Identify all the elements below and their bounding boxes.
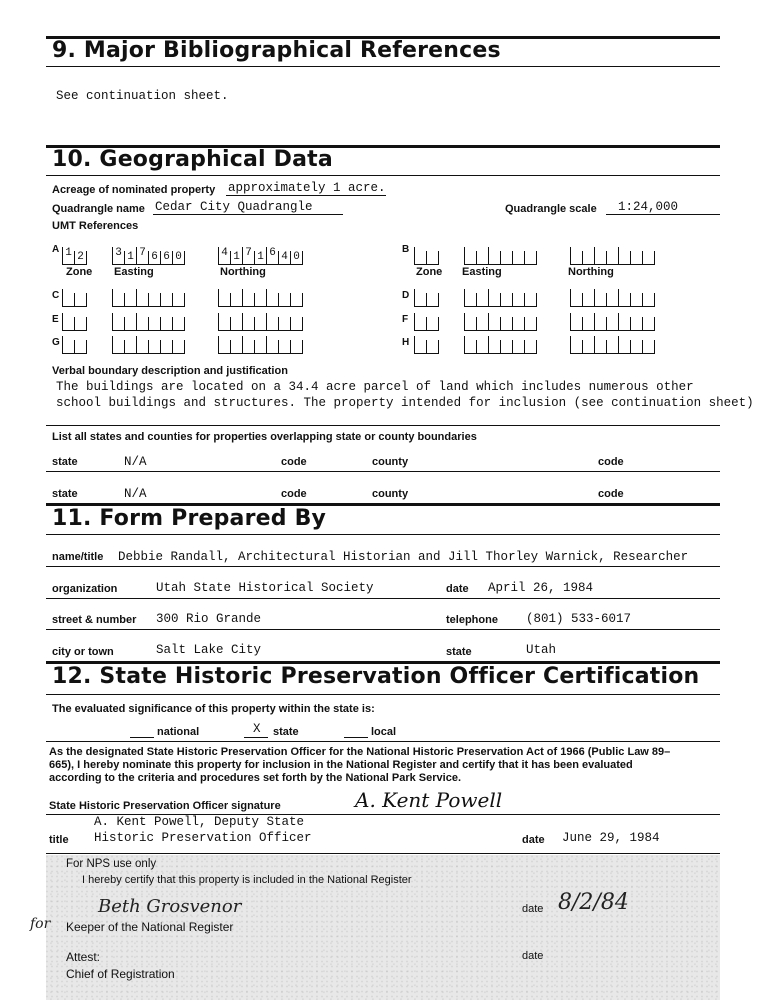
umt-a-zone [62, 248, 87, 265]
umt-empty-field [464, 337, 537, 354]
shpo-title-label: title [49, 834, 69, 846]
umt-cell [278, 340, 290, 354]
umt-cell [160, 340, 172, 354]
sec12-title: 12. State Historic Preservation Officer Certification [52, 664, 700, 689]
umt-cell [414, 247, 426, 265]
umt-empty-field [570, 290, 655, 307]
umt-cell: 4 [278, 251, 290, 265]
umt-cell [582, 340, 594, 354]
umt-cell [254, 317, 266, 331]
umt-cell: 6 [266, 247, 278, 265]
umt-cell [74, 317, 87, 331]
umt-cell [512, 293, 524, 307]
sec9-bottom-rule [46, 66, 720, 67]
quad-scale-underline [606, 214, 720, 215]
umt-cell: 2 [74, 251, 87, 265]
umt-letter-d: D [402, 290, 410, 301]
umt-cell: 1 [62, 247, 74, 265]
umt-empty-field [62, 314, 87, 331]
umt-cell [414, 313, 426, 331]
umt-cell [642, 251, 655, 265]
umt-cell [218, 336, 230, 354]
acreage-label: Acreage of nominated property [52, 184, 216, 196]
umt-cell [254, 293, 266, 307]
street-rule [46, 629, 720, 630]
name-title-label: name/title [52, 551, 104, 563]
umt-cell [570, 336, 582, 354]
umt-cell [630, 251, 642, 265]
quad-scale-label: Quadrangle scale [505, 203, 597, 215]
umt-empty-field [570, 248, 655, 265]
umt-empty-field [414, 248, 439, 265]
umt-cell: 7 [242, 247, 254, 265]
umt-empty-field [464, 290, 537, 307]
states-top-rule [46, 425, 720, 426]
umt-cell [464, 313, 476, 331]
shpo-title-line-2: Historic Preservation Officer [94, 831, 312, 845]
umt-cell [230, 317, 242, 331]
states-label: List all states and counties for properties overlapping state or county boundaries [52, 431, 477, 443]
paragraph-top-rule [46, 741, 720, 742]
county2-label: county [372, 488, 409, 500]
umt-cell [500, 251, 512, 265]
prep-state-value: Utah [526, 643, 557, 657]
code2b-label: code [598, 488, 624, 500]
verbal-line-1: The buildings are located on a 34.4 acre parcel of land which includes numerous other [56, 380, 694, 394]
state-blank [244, 737, 268, 738]
umt-cell: 6 [160, 251, 172, 265]
state2-label: state [52, 488, 78, 500]
umt-empty-field [464, 314, 537, 331]
street-label: street & number [52, 614, 137, 626]
verbal-label: Verbal boundary description and justification [52, 365, 288, 377]
umt-cell [124, 340, 136, 354]
nps-date-label: date [522, 903, 544, 915]
umt-label: UMT References [52, 220, 139, 232]
umt-cell [112, 336, 124, 354]
keeper-signature: Beth Grosvenor [98, 896, 242, 917]
umt-cell [594, 336, 606, 354]
umt-cell [124, 317, 136, 331]
umt-cell [500, 293, 512, 307]
paragraph-line-3: according to the criteria and procedures set forth by the National Park Service. [49, 772, 462, 784]
name-title-value: Debbie Randall, Architectural Historian and Jill Thorley Warnick, Researcher [118, 550, 689, 564]
evaluated-label: The evaluated significance of this property within the state is: [52, 703, 375, 715]
quad-name-label: Quadrangle name [52, 203, 145, 215]
chief-label: Chief of Registration [66, 967, 175, 981]
umt-cell [606, 251, 618, 265]
umt-cell [594, 289, 606, 307]
umt-cell [570, 289, 582, 307]
umt-cell [594, 247, 606, 265]
national-label: national [157, 726, 200, 738]
organization-label: organization [52, 583, 118, 595]
paragraph-line-1: As the designated State Historic Preservation Officer for the National Historic Preservation Act of 1966 (Public Law 89– [49, 746, 671, 758]
umt-cell [594, 313, 606, 331]
umt-cell [512, 251, 524, 265]
umt-letter-e: E [52, 314, 59, 325]
umt-cell [136, 313, 148, 331]
umt-cell [582, 317, 594, 331]
umt-cell: 1 [124, 251, 136, 265]
shpo-date-value: June 29, 1984 [562, 831, 660, 845]
umt-cell [488, 289, 500, 307]
state-check-label: state [273, 726, 299, 738]
umt-cell [500, 317, 512, 331]
umt-cell [642, 317, 655, 331]
umt-cell [582, 293, 594, 307]
umt-cell [524, 251, 537, 265]
nps-date-value: 8/2/84 [558, 890, 629, 915]
umt-cell [500, 340, 512, 354]
umt-cell [148, 317, 160, 331]
umt-cell [606, 317, 618, 331]
umt-cell [426, 293, 439, 307]
umt-cell [172, 317, 185, 331]
quad-scale-value: 1:24,000 [618, 200, 679, 214]
umt-b-northing-label: Northing [568, 266, 614, 278]
umt-letter-b: B [402, 244, 410, 255]
umt-cell [570, 313, 582, 331]
organization-value: Utah State Historical Society [156, 581, 374, 595]
umt-cell: 0 [172, 251, 185, 265]
umt-cell [488, 247, 500, 265]
city-label: city or town [52, 646, 114, 658]
shpo-title-line-1: A. Kent Powell, Deputy State [94, 815, 305, 829]
code1-label: code [281, 456, 307, 468]
umt-cell [524, 293, 537, 307]
umt-cell [266, 289, 278, 307]
umt-cell [524, 317, 537, 331]
code1b-label: code [598, 456, 624, 468]
umt-empty-field [414, 337, 439, 354]
umt-empty-field [414, 290, 439, 307]
umt-cell [630, 340, 642, 354]
umt-empty-field [112, 337, 185, 354]
umt-cell [476, 293, 488, 307]
umt-cell: 4 [218, 247, 230, 265]
umt-cell [618, 313, 630, 331]
umt-cell: 1 [230, 251, 242, 265]
umt-cell [290, 340, 303, 354]
umt-a-easting-label: Easting [114, 266, 154, 278]
umt-letter-c: C [52, 290, 60, 301]
umt-letter-f: F [402, 314, 409, 325]
acreage-value: approximately 1 acre. [228, 181, 386, 195]
name-rule [46, 566, 720, 567]
umt-cell [618, 336, 630, 354]
umt-cell [148, 293, 160, 307]
umt-b-zone-label: Zone [416, 266, 443, 278]
umt-a-northing-label: Northing [220, 266, 266, 278]
prep-state-label: state [446, 646, 472, 658]
code2-label: code [281, 488, 307, 500]
umt-cell: 0 [290, 251, 303, 265]
umt-cell [476, 317, 488, 331]
street-value: 300 Rio Grande [156, 612, 262, 626]
sec9-title: 9. Major Bibliographical References [52, 38, 501, 63]
umt-cell [290, 317, 303, 331]
umt-cell [464, 336, 476, 354]
state-check-mark: X [253, 722, 261, 736]
umt-cell [476, 251, 488, 265]
umt-cell [242, 313, 254, 331]
umt-cell [618, 247, 630, 265]
umt-cell [606, 293, 618, 307]
umt-empty-field [112, 314, 185, 331]
umt-cell [254, 340, 266, 354]
umt-cell: 7 [136, 247, 148, 265]
umt-letter-g: G [52, 337, 60, 348]
shpo-signature-label: State Historic Preservation Officer signature [49, 800, 281, 812]
state2-value: N/A [124, 487, 147, 501]
nps-top-rule [46, 853, 720, 854]
umt-cell [570, 247, 582, 265]
paragraph-line-2: 665), I hereby nominate this property for inclusion in the National Register and certify that it has been evaluated [49, 759, 633, 771]
umt-cell [112, 313, 124, 331]
umt-cell [464, 289, 476, 307]
county1-label: county [372, 456, 409, 468]
umt-cell: 6 [148, 251, 160, 265]
umt-cell [148, 340, 160, 354]
umt-cell: 1 [254, 251, 266, 265]
umt-empty-field [62, 290, 87, 307]
national-blank [130, 737, 154, 738]
umt-cell [290, 293, 303, 307]
keeper-label: Keeper of the National Register [66, 920, 234, 934]
umt-cell [278, 317, 290, 331]
telephone-label: telephone [446, 614, 498, 626]
org-rule [46, 598, 720, 599]
umt-cell [172, 340, 185, 354]
sec10-title: 10. Geographical Data [52, 147, 333, 172]
umt-empty-field [464, 248, 537, 265]
sec11-bottom-rule [46, 534, 720, 535]
umt-cell [426, 340, 439, 354]
sec11-title: 11. Form Prepared By [52, 506, 327, 531]
city-value: Salt Lake City [156, 643, 262, 657]
umt-cell [74, 293, 87, 307]
umt-letter-a: A [52, 244, 60, 255]
sec10-bottom-rule [46, 175, 720, 176]
umt-cell [136, 289, 148, 307]
state1-value: N/A [124, 455, 147, 469]
umt-cell [278, 293, 290, 307]
umt-cell [62, 313, 74, 331]
local-label: local [371, 726, 397, 738]
umt-empty-field [112, 290, 185, 307]
umt-cell [488, 336, 500, 354]
umt-cell [266, 336, 278, 354]
shpo-signature: A. Kent Powell [355, 788, 503, 812]
umt-cell [242, 289, 254, 307]
umt-cell [476, 340, 488, 354]
umt-empty-field [218, 290, 303, 307]
shpo-date-label: date [522, 834, 545, 846]
umt-empty-field [62, 337, 87, 354]
umt-cell [112, 289, 124, 307]
umt-cell [160, 317, 172, 331]
umt-cell [488, 313, 500, 331]
prep-date-label: date [446, 583, 469, 595]
umt-cell [242, 336, 254, 354]
umt-a-zone-label: Zone [66, 266, 93, 278]
umt-cell [230, 293, 242, 307]
umt-cell [218, 289, 230, 307]
umt-cell [512, 317, 524, 331]
umt-cell [172, 293, 185, 307]
umt-a-easting [112, 248, 185, 265]
umt-empty-field [218, 337, 303, 354]
nps-certify-text: I hereby certify that this property is included in the National Register [82, 874, 412, 886]
umt-cell [618, 289, 630, 307]
umt-cell [630, 293, 642, 307]
umt-cell [160, 293, 172, 307]
umt-cell [414, 336, 426, 354]
umt-cell [642, 293, 655, 307]
quad-name-underline [153, 214, 343, 215]
umt-cell [606, 340, 618, 354]
quad-name-value: Cedar City Quadrangle [155, 200, 313, 214]
umt-cell [124, 293, 136, 307]
umt-cell [266, 313, 278, 331]
telephone-value: (801) 533-6017 [526, 612, 632, 626]
nps-date2-label: date [522, 950, 544, 962]
umt-empty-field [570, 314, 655, 331]
sec12-bottom-rule [46, 694, 720, 695]
local-blank [344, 737, 368, 738]
umt-cell [642, 340, 655, 354]
umt-cell [426, 317, 439, 331]
umt-a-northing [218, 248, 303, 265]
umt-empty-field [414, 314, 439, 331]
verbal-line-2: school buildings and structures. The property intended for inclusion (see continuation sheet) [56, 396, 754, 410]
umt-cell [464, 247, 476, 265]
umt-cell [218, 313, 230, 331]
umt-empty-field [570, 337, 655, 354]
umt-letter-h: H [402, 337, 410, 348]
umt-cell [524, 340, 537, 354]
umt-cell [630, 317, 642, 331]
acreage-underline [226, 195, 386, 196]
umt-empty-field [218, 314, 303, 331]
umt-cell [74, 340, 87, 354]
umt-cell [136, 336, 148, 354]
umt-b-easting-label: Easting [462, 266, 502, 278]
umt-cell [426, 251, 439, 265]
umt-cell [230, 340, 242, 354]
attest-label: Attest: [66, 950, 101, 964]
state1-label: state [52, 456, 78, 468]
state1-rule [46, 471, 720, 472]
umt-cell [62, 289, 74, 307]
umt-cell [582, 251, 594, 265]
keeper-for-mark: for [30, 916, 51, 932]
umt-cell: 3 [112, 247, 124, 265]
umt-cell [512, 340, 524, 354]
nps-use-only-label: For NPS use only [66, 858, 157, 870]
sec9-text: See continuation sheet. [56, 89, 229, 103]
umt-cell [414, 289, 426, 307]
prep-date-value: April 26, 1984 [488, 581, 594, 595]
umt-cell [62, 336, 74, 354]
